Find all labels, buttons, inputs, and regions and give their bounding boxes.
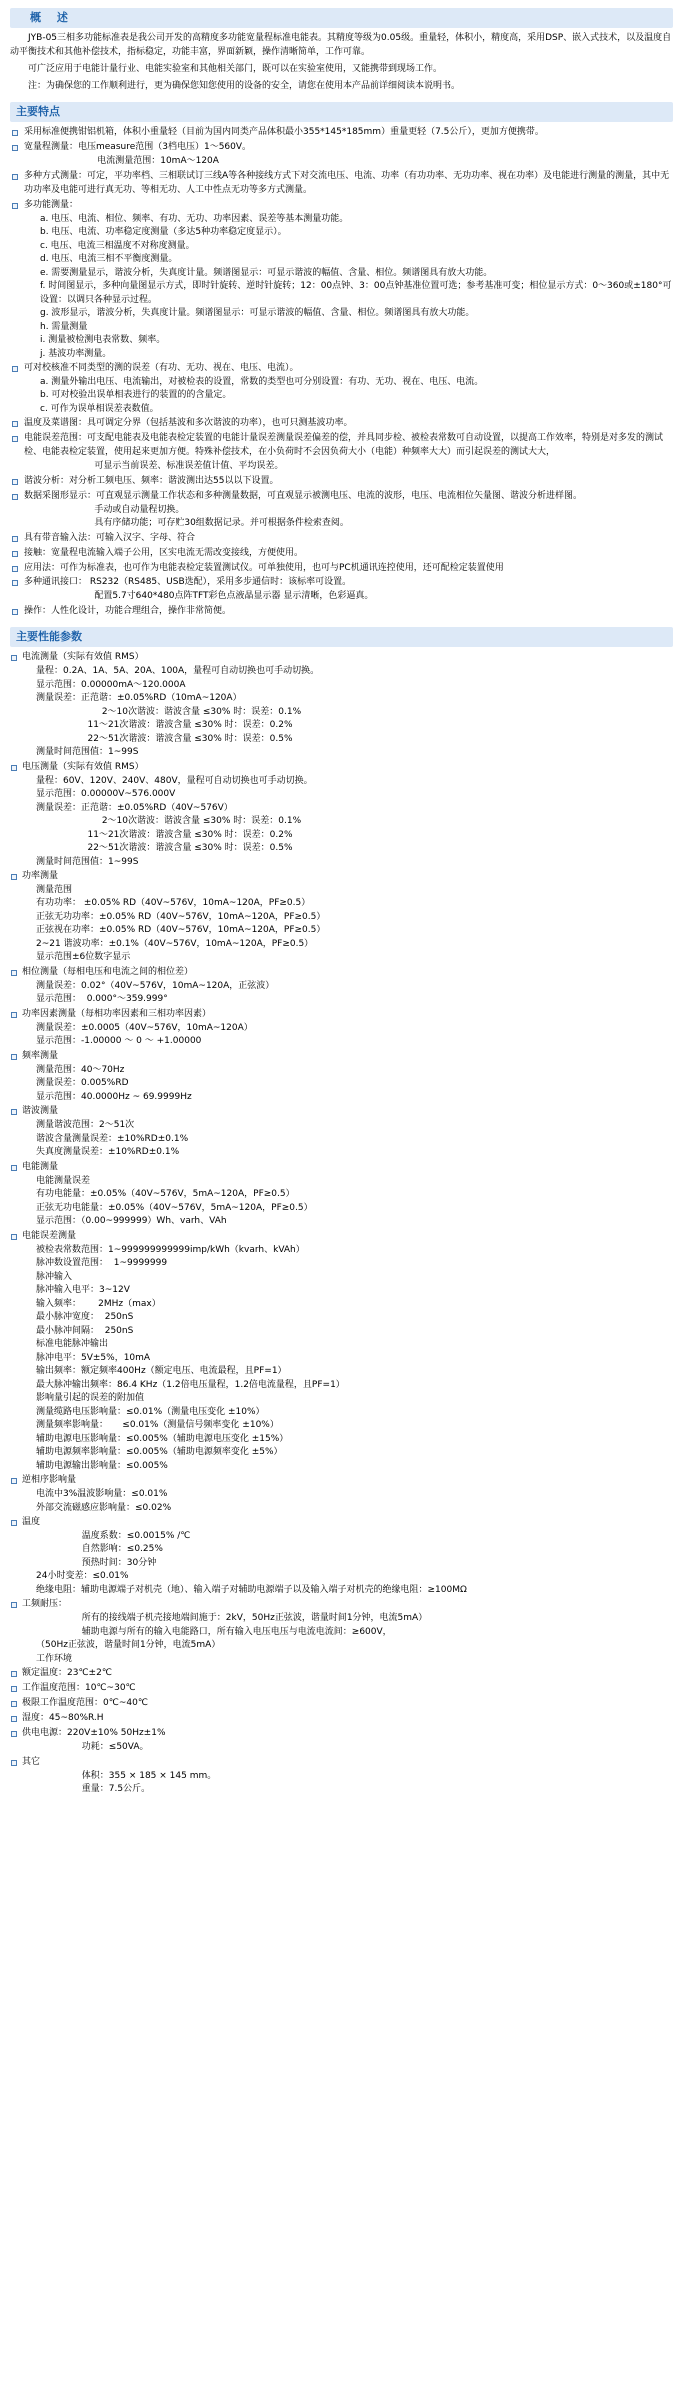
feature-item <box>10 576 673 603</box>
square-bullet-icon <box>11 1716 17 1722</box>
spec-block-temperature <box>10 1516 673 1597</box>
spec-line: 辅助电源输出影响量：≤0.005% <box>36 1460 168 1471</box>
square-bullet-icon <box>12 609 18 615</box>
square-bullet-icon <box>12 145 18 151</box>
spec-block-phase <box>10 966 673 1007</box>
feature-item <box>10 532 673 546</box>
feature-subitem: e. 需要测量显示，谐波分析，失真度计量。频谱图显示：可显示谐波的幅值、含量、相位。频谱图具有放大功能。 <box>40 267 493 278</box>
square-bullet-icon <box>11 1731 17 1737</box>
spec-line: 功耗：≤50VA。 <box>36 1742 149 1753</box>
feature-text: 数据采图形显示：可直观显示测量工作状态和多种测量数据，可直观显示被测电压、电流的波形，电压、电流相位矢量图、谐波分析进样图。 <box>24 490 583 501</box>
feature-sublist <box>24 213 673 362</box>
feature-subtext: 手动或自动量程切换。 <box>40 504 185 515</box>
spec-line: 输入频率： 2MHz（max） <box>36 1298 161 1309</box>
spec-block-rated-temperature <box>10 1667 673 1681</box>
spec-line: 脉冲输入电平：3~12V <box>36 1285 130 1296</box>
spec-line: 输出频率：额定频率400Hz（额定电压、电流最程，且PF=1） <box>36 1366 287 1377</box>
square-bullet-icon <box>11 1701 17 1707</box>
feature-text: 电能误差范围：可支配电能表及电能表检定装置的电能计量误差测量误差偏差的偿，并具同步检、被检表常数可自动设置，以提高工作效率，特别是对多发的测试检、电能表检定装置，使用起来更加方便。特殊补偿技术，在小负荷时不会因负荷大小（电能）种频率大大）而引起误差的测试大大， <box>24 433 664 458</box>
feature-list <box>10 126 673 619</box>
spec-heading: 功率因素测量（每相功率因素和三相功率因素） <box>22 1008 212 1019</box>
square-bullet-icon <box>12 421 18 427</box>
square-bullet-icon <box>11 1520 17 1526</box>
feature-item <box>10 362 673 416</box>
spec-line: 被检表常数范围：1~999999999999imp/kWh（kvarh、kVAh） <box>36 1244 305 1255</box>
spec-line: 22～51次谐波：谐波含量 ≤30% 时：误差：0.5% <box>36 843 293 854</box>
spec-line: 有功功率： ±0.05% RD（40V~576V，10mA~120A，PF≥0.5） <box>36 898 311 909</box>
feature-text: 应用法：可作为标准表，也可作为电能表检定装置测试仪。可单独使用，也可与PC机通讯连控使用，还可配检定装置使用 <box>24 562 504 573</box>
square-bullet-icon <box>11 1760 17 1766</box>
feature-subitem: a. 测量外输出电压、电流输出，对被检表的设置，常数的类型也可分别设置：有功、无功、视在、电压、电流。 <box>40 376 484 387</box>
spec-line: 测量谐波范围：2～51次 <box>36 1120 135 1131</box>
spec-heading: 极限工作温度范围：0℃~40℃ <box>22 1698 148 1709</box>
feature-item <box>10 432 673 473</box>
spec-line: 正弦无功电能量：±0.05%（40V~576V，5mA~120A，PF≥0.5） <box>36 1202 313 1213</box>
feature-subitem: f. 时间图显示，多种向量图显示方式，即时针旋转、逆时针旋转；12：00点钟、3：00点钟基准位置可选；参考基准可变；相位显示方式：0～360或±180°可设置：以调只各种显示过程。 <box>40 281 672 305</box>
spec-block-current <box>10 651 673 759</box>
spec-line: 绝缘电阻：辅助电源端子对机壳（地）、输入端子对辅助电源端子以及输入端子对机壳的绝缘电阻：≥100MΩ <box>36 1584 467 1595</box>
spec-line: 显示范围：40.0000Hz ~ 69.9999Hz <box>36 1091 192 1102</box>
spec-line: 正弦视在功率：±0.05% RD（40V~576V，10mA~120A，PF≥0.5） <box>36 925 326 936</box>
spec-line: 预热时间：30分钟 <box>36 1557 157 1568</box>
feature-item <box>10 417 673 431</box>
square-bullet-icon <box>12 174 18 180</box>
spec-line: 量程：0.2A、1A、5A、20A、100A，量程可自动切换也可手动切换。 <box>36 666 320 677</box>
spec-line: 测量误差：正范谐：±0.05%RD（10mA~120A） <box>36 693 242 704</box>
feature-subitem: c. 电压、电流三相温度不对称度测量。 <box>40 240 195 251</box>
feature-subtext: 可显示当前误差、标准误差值计值、平均误差。 <box>40 461 284 472</box>
spec-block-harmonics <box>10 1105 673 1159</box>
square-bullet-icon <box>12 479 18 485</box>
spec-line: 量程：60V、120V、240V、480V，量程可自动切换也可手动切换。 <box>36 775 313 786</box>
feature-text: 接触：宽量程电流输入端子公用，区实电流无需改变接线，方便使用。 <box>24 547 304 558</box>
spec-line: 测量范围：40～70Hz <box>36 1064 125 1075</box>
spec-block-energy <box>10 1161 673 1229</box>
spec-line: 辅助电源电压影响量：≤0.005%（辅助电源电压变化 ±15%） <box>36 1433 289 1444</box>
feature-subitem: d. 电压、电流三相不平衡度测量。 <box>40 254 178 265</box>
feature-item <box>10 126 673 140</box>
section-title-overview: 概 述 <box>10 8 673 28</box>
square-bullet-icon <box>12 580 18 586</box>
spec-line: 自然影响：≤0.25% <box>36 1544 163 1555</box>
spec-line: 脉冲数设置范围： 1~9999999 <box>36 1258 168 1269</box>
feature-subitem: j. 基波功率测量。 <box>40 348 112 359</box>
spec-line: 工作环境 <box>36 1653 73 1664</box>
square-bullet-icon <box>11 874 17 880</box>
spec-line: 11～21次谐波：谐波含量 ≤30% 时：误差：0.2% <box>36 829 293 840</box>
spec-line: 谐波含量测量误差：±10%RD±0.1% <box>36 1133 189 1144</box>
feature-item <box>10 490 673 531</box>
spec-line: 11～21次谐波：谐波含量 ≤30% 时：误差：0.2% <box>36 720 293 731</box>
feature-subitem: b. 可对校验出误单相表进行的装置的的含量定。 <box>40 390 232 401</box>
section-title-specs: 主要性能参数 <box>10 627 673 647</box>
spec-line: 失真度测量误差：±10%RD±0.1% <box>36 1147 180 1158</box>
spec-line: 最小脉冲间隔： 250nS <box>36 1325 134 1336</box>
spec-heading: 电压测量（实际有效值 RMS） <box>22 761 144 772</box>
spec-line: 电流中3%温波影响量：≤0.01% <box>36 1489 168 1500</box>
spec-block-phase-sequence-influence <box>10 1474 673 1515</box>
feature-item <box>10 141 673 168</box>
spec-block-frequency <box>10 1050 673 1104</box>
feature-item <box>10 199 673 361</box>
spec-line: 脉冲输入 <box>36 1271 73 1282</box>
feature-subitem: i. 测量被检测电表常数、频率。 <box>40 335 166 346</box>
square-bullet-icon <box>11 1478 17 1484</box>
spec-heading: 电流测量（实际有效值 RMS） <box>22 652 144 663</box>
spec-line: 显示范围：0.00000V~576.000V <box>36 789 176 800</box>
spec-line: （50Hz正弦波，谐量时间1分钟，电流5mA） <box>36 1640 221 1651</box>
square-bullet-icon <box>11 655 17 661</box>
spec-heading: 电能误差测量 <box>22 1230 77 1241</box>
feature-subitem: g. 波形显示，谐波分析，失真度计量。频谱图显示：可显示谐波的幅值、含量、相位。频谱图具有放大功能。 <box>40 308 475 319</box>
overview-paragraph: 注：为确保您的工作顺利进行，更为确保您知您使用的设备的安全，请您在使用本产品前详细阅读本说明书。 <box>28 81 461 92</box>
spec-heading: 其它 <box>22 1756 41 1767</box>
overview-paragraph: JYB-05三相多功能标准表是我公司开发的高精度多功能宽量程标准电能表。其精度等级为0.05级。重量轻，体积小，精度高，采用DSP、嵌入式技术，以及温度自动平衡技术和其他补偿技术，指标稳定，功能丰富，界面新颖，操作清晰简单，工作可靠。 <box>10 33 672 58</box>
spec-line: 测量时间范围值：1~99S <box>36 856 139 867</box>
spec-heading: 频率测量 <box>22 1050 59 1061</box>
spec-block-power-factor <box>10 1008 673 1049</box>
spec-line: 有功电能量：±0.05%（40V~576V，5mA~120A，PF≥0.5） <box>36 1189 295 1200</box>
spec-block-limit-temperature <box>10 1697 673 1711</box>
square-bullet-icon <box>12 566 18 572</box>
spec-block-energy-error <box>10 1230 673 1473</box>
feature-subtext: 配置5.7寸640*480点阵TFT彩色点液晶显示器 显示清晰，色彩逼真。 <box>40 591 374 602</box>
feature-subtext: 具有序储功能；可存贮30组数据记录。并可根据条件检索查阅。 <box>40 518 349 529</box>
spec-line: 2～10次谐波：谐波含量 ≤30% 时：误差：0.1% <box>36 706 302 717</box>
spec-line: 测量频率影响量： ≤0.01%（测量信号频率变化 ±10%） <box>36 1420 279 1431</box>
feature-text: 多种方式测量：可定，平功率档、三相联试订三线A等各种接线方式下对交流电压、电流、功率（有功功率、无功功率、视在功率）及电能进行测量的测量，其中无功功率及电能可进行真无功、等相无功、人工中性点无功等多方式测量。 <box>24 170 670 195</box>
feature-item <box>10 547 673 561</box>
spec-line: 正弦无功功率：±0.05% RD（40V~576V，10mA~120A，PF≥0.5） <box>36 911 326 922</box>
spec-line: 2~21 谐波功率：±0.1%（40V~576V，10mA~120A，PF≥0.5） <box>36 938 314 949</box>
square-bullet-icon <box>12 130 18 136</box>
spec-line: 显示范围±6位数字显示 <box>36 952 131 963</box>
feature-text: 多种通讯接口： RS232（RS485、USB选配），采用多步通信时：该标率可设置。 <box>24 577 352 588</box>
spec-heading: 额定温度：23℃±2℃ <box>22 1668 112 1679</box>
spec-line: 最小脉冲宽度： 250nS <box>36 1312 134 1323</box>
square-bullet-icon <box>11 1234 17 1240</box>
spec-line: 所有的接线端子机壳接地端间施于：2kV，50Hz正弦波，谐量时间1分钟，电流5mA） <box>36 1613 428 1624</box>
spec-heading: 工作温度范围：10℃~30℃ <box>22 1683 136 1694</box>
spec-line: 重量：7.5公斤。 <box>36 1784 151 1795</box>
spec-line: 脉冲电平：5V±5%，10mA <box>36 1352 151 1363</box>
spec-line: 测量时间范围值：1~99S <box>36 747 139 758</box>
feature-text: 宽量程测量：电压measure范围（3档电压）1～560V。 <box>24 142 252 153</box>
spec-block-power-supply <box>10 1727 673 1754</box>
feature-subitem: a. 电压、电流、相位、频率、有功、无功、功率因素、误差等基本测量功能。 <box>40 213 349 224</box>
square-bullet-icon <box>11 765 17 771</box>
spec-heading: 相位测量（每相电压和电流之间的相位差） <box>22 966 194 977</box>
feature-text: 谐波分析：对分析工频电压、频率：谐波测出达55以以下设置。 <box>24 475 279 486</box>
feature-item <box>10 170 673 198</box>
square-bullet-icon <box>12 494 18 500</box>
square-bullet-icon <box>11 1165 17 1171</box>
spec-line: 辅助电源频率影响量：≤0.005%（辅助电源频率变化 ±5%） <box>36 1447 283 1458</box>
feature-subitem: c. 可作为误单相误差表数值。 <box>40 403 159 414</box>
feature-item <box>10 475 673 489</box>
spec-line: 最大脉冲输出频率：86.4 KHz（1.2倍电压量程，1.2倍电流量程，且PF=1） <box>36 1379 345 1390</box>
spec-line: 测量误差：正范谐：±0.05%RD（40V~576V） <box>36 802 233 813</box>
feature-subtext: 电流测量范围：10mA～120A <box>40 156 219 167</box>
overview-paragraph: 可广泛应用于电能计量行业、电能实验室和其他相关部门，既可以在实验室使用，又能携带到现场工作。 <box>28 64 443 75</box>
square-bullet-icon <box>12 366 18 372</box>
square-bullet-icon <box>12 551 18 557</box>
spec-heading: 谐波测量 <box>22 1106 59 1117</box>
spec-heading: 供电电源：220V±10% 50Hz±1% <box>22 1728 166 1739</box>
spec-block-humidity <box>10 1712 673 1726</box>
spec-line: 测量误差：0.02°（40V~576V，10mA~120A，正弦波） <box>36 980 275 991</box>
spec-line: 22～51次谐波：谐波含量 ≤30% 时：误差：0.5% <box>36 733 293 744</box>
square-bullet-icon <box>11 970 17 976</box>
spec-line: 测量误差：±0.0005（40V~576V，10mA~120A） <box>36 1022 253 1033</box>
spec-line: 辅助电源与所有的输入电能路口，所有输入电压电压与电流电流间：≥600V， <box>36 1626 392 1637</box>
square-bullet-icon <box>12 203 18 209</box>
spec-line: 体积：355 × 185 × 145 mm。 <box>36 1770 217 1781</box>
feature-item <box>10 562 673 576</box>
feature-sublist <box>24 376 673 417</box>
feature-text: 温度及菜谱图：具可调定分界（包括基波和多次谐波的功率），也可只测基波功率。 <box>24 418 353 429</box>
feature-text: 多功能测量： <box>24 199 79 210</box>
spec-heading: 温度 <box>22 1517 41 1528</box>
section-title-features: 主要特点 <box>10 102 673 122</box>
spec-heading: 功率测量 <box>22 871 59 882</box>
spec-list <box>10 651 673 1796</box>
spec-block-power <box>10 870 673 965</box>
spec-line: 显示范围：0.00000mA～120.000A <box>36 679 186 690</box>
spec-line: 24小时变差：≤0.01% <box>36 1571 129 1582</box>
spec-heading: 湿度：45~80%R.H <box>22 1713 104 1724</box>
feature-text: 具有带音输入法：可输入汉字、字母、符合 <box>24 532 196 543</box>
square-bullet-icon <box>11 1686 17 1692</box>
spec-heading: 逆相序影响量 <box>22 1475 77 1486</box>
spec-line: 电能测量误差 <box>36 1175 91 1186</box>
spec-line: 影响量引起的误差的附加值 <box>36 1393 145 1404</box>
spec-line: 显示范围： 0.000°～359.999° <box>36 994 168 1005</box>
spec-line: 外部交流磁感应影响量：≤0.02% <box>36 1502 172 1513</box>
spec-line: 测量范围 <box>36 884 73 895</box>
feature-text: 可对校核准不同类型的测的误差（有功、无功、视在、电压、电流）。 <box>24 363 299 374</box>
spec-heading: 电能测量 <box>22 1161 59 1172</box>
spec-line: 显示范围：-1.00000 ～ 0 ～ +1.00000 <box>36 1036 202 1047</box>
square-bullet-icon <box>11 1602 17 1608</box>
square-bullet-icon <box>11 1012 17 1018</box>
feature-subitem: b. 电压、电流、功率稳定度测量（多达5种功率稳定度显示）。 <box>40 227 287 238</box>
spec-line: 测量误差：0.005%RD <box>36 1078 129 1089</box>
feature-text: 操作：人性化设计，功能合理组合，操作非常简便。 <box>24 605 232 616</box>
spec-block-other <box>10 1756 673 1797</box>
square-bullet-icon <box>12 436 18 442</box>
spec-block-withstand-voltage <box>10 1598 673 1666</box>
spec-block-voltage <box>10 761 673 869</box>
square-bullet-icon <box>12 536 18 542</box>
square-bullet-icon <box>11 1109 17 1115</box>
spec-line: 标准电能脉冲输出 <box>36 1339 109 1350</box>
feature-item <box>10 605 673 619</box>
spec-line: 测量缆路电压影响量：≤0.01%（测量电压变化 ±10%） <box>36 1406 265 1417</box>
feature-text: 采用标准便携钳铝机箱，体积小重量轻（目前为国内同类产品体积最小355*145*185mm）重量更轻（7.5公斤），更加方便携带。 <box>24 127 544 138</box>
square-bullet-icon <box>11 1671 17 1677</box>
spec-line: 显示范围：（0.00~999999）Wh、varh、VAh <box>36 1216 227 1227</box>
spec-line: 2～10次谐波：谐波含量 ≤30% 时：误差：0.1% <box>36 816 302 827</box>
spec-block-working-temperature <box>10 1682 673 1696</box>
square-bullet-icon <box>11 1054 17 1060</box>
spec-line: 温度系数：≤0.0015% /℃ <box>36 1530 191 1541</box>
spec-heading: 工频耐压： <box>22 1599 68 1610</box>
feature-subitem: h. 需量测量 <box>40 321 88 332</box>
